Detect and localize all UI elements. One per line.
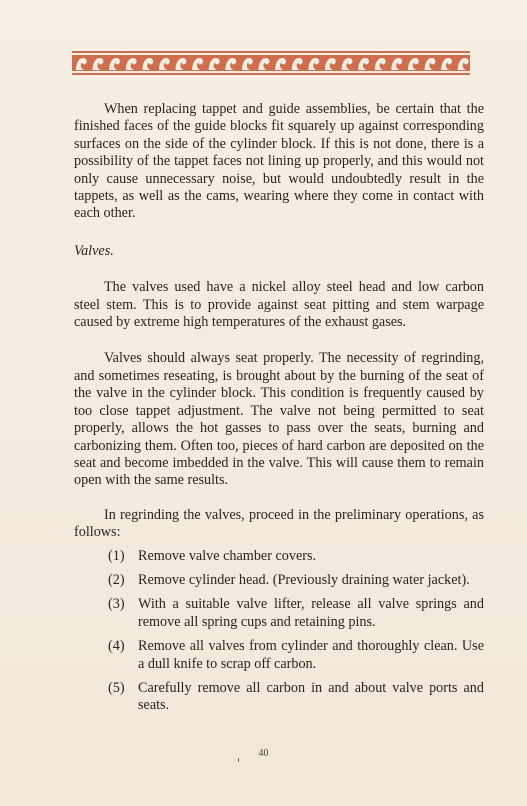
regrinding-steps-list — [74, 548, 484, 715]
step-text: Remove valve chamber covers. — [138, 547, 317, 564]
list-item — [74, 572, 484, 589]
paragraph-valve-seating: Valves should always seat properly. The necessity of regrinding, and sometimes reseating, is brought about by the burning of the seat of the valve in the cylinder block. This condition is frequently caused by too close tappet adjustment. The valve not being permitted to seat properly, allows the hot gasses to pass over the seats, burning and carbonizing them. Often too, pieces of hard carbon are deposited on the seat and become imbedded in the valve. This will cause them to remain open with the same results. — [74, 350, 484, 489]
step-text: Remove cylinder head. (Previously draining water jacket). — [138, 571, 470, 588]
list-item — [74, 638, 484, 673]
step-number: (4) — [108, 638, 125, 655]
paragraph-valve-materials: The valves used have a nickel alloy steel head and low carbon steel stem. This is to provide against seat pitting and stem warpage caused by extreme high temperatures of the exhaust gases. — [74, 279, 484, 331]
section-heading-valves: Valves. — [74, 242, 114, 259]
list-item — [74, 680, 484, 715]
step-text: Carefully remove all carbon in and about valve ports and seats. — [138, 679, 484, 714]
page-body — [74, 101, 484, 722]
paper-speck — [238, 758, 239, 762]
step-text: With a suitable valve lifter, release all valve springs and remove all spring cups and retaining pins. — [138, 596, 484, 630]
step-text: Remove all valves from cylinder and thoroughly clean. Use a dull knife to scrap off carbon. — [138, 638, 484, 672]
paragraph-regrinding-intro: In regrinding the valves, proceed in the preliminary operations, as follows: — [74, 506, 484, 541]
paragraph-tappet-guide: When replacing tappet and guide assemblies, be certain that the finished faces of the guide blocks fit squarely up against corresponding surfaces on the side of the cylinder block. If this is not done, there is a possibility of the tappet faces not lining up properly, and this would not only cause unnecessary noise, but would undoubtedly result in the tappets, as well as the cams, wearing where they come in contact with each other. — [74, 101, 484, 222]
decorative-wave-border — [72, 51, 470, 75]
list-item — [74, 596, 484, 631]
step-number: (5) — [108, 679, 125, 696]
step-number: (3) — [108, 596, 125, 613]
step-number: (1) — [108, 547, 125, 564]
page-number: 40 — [258, 748, 269, 759]
step-number: (2) — [108, 571, 125, 588]
list-item — [74, 548, 484, 565]
